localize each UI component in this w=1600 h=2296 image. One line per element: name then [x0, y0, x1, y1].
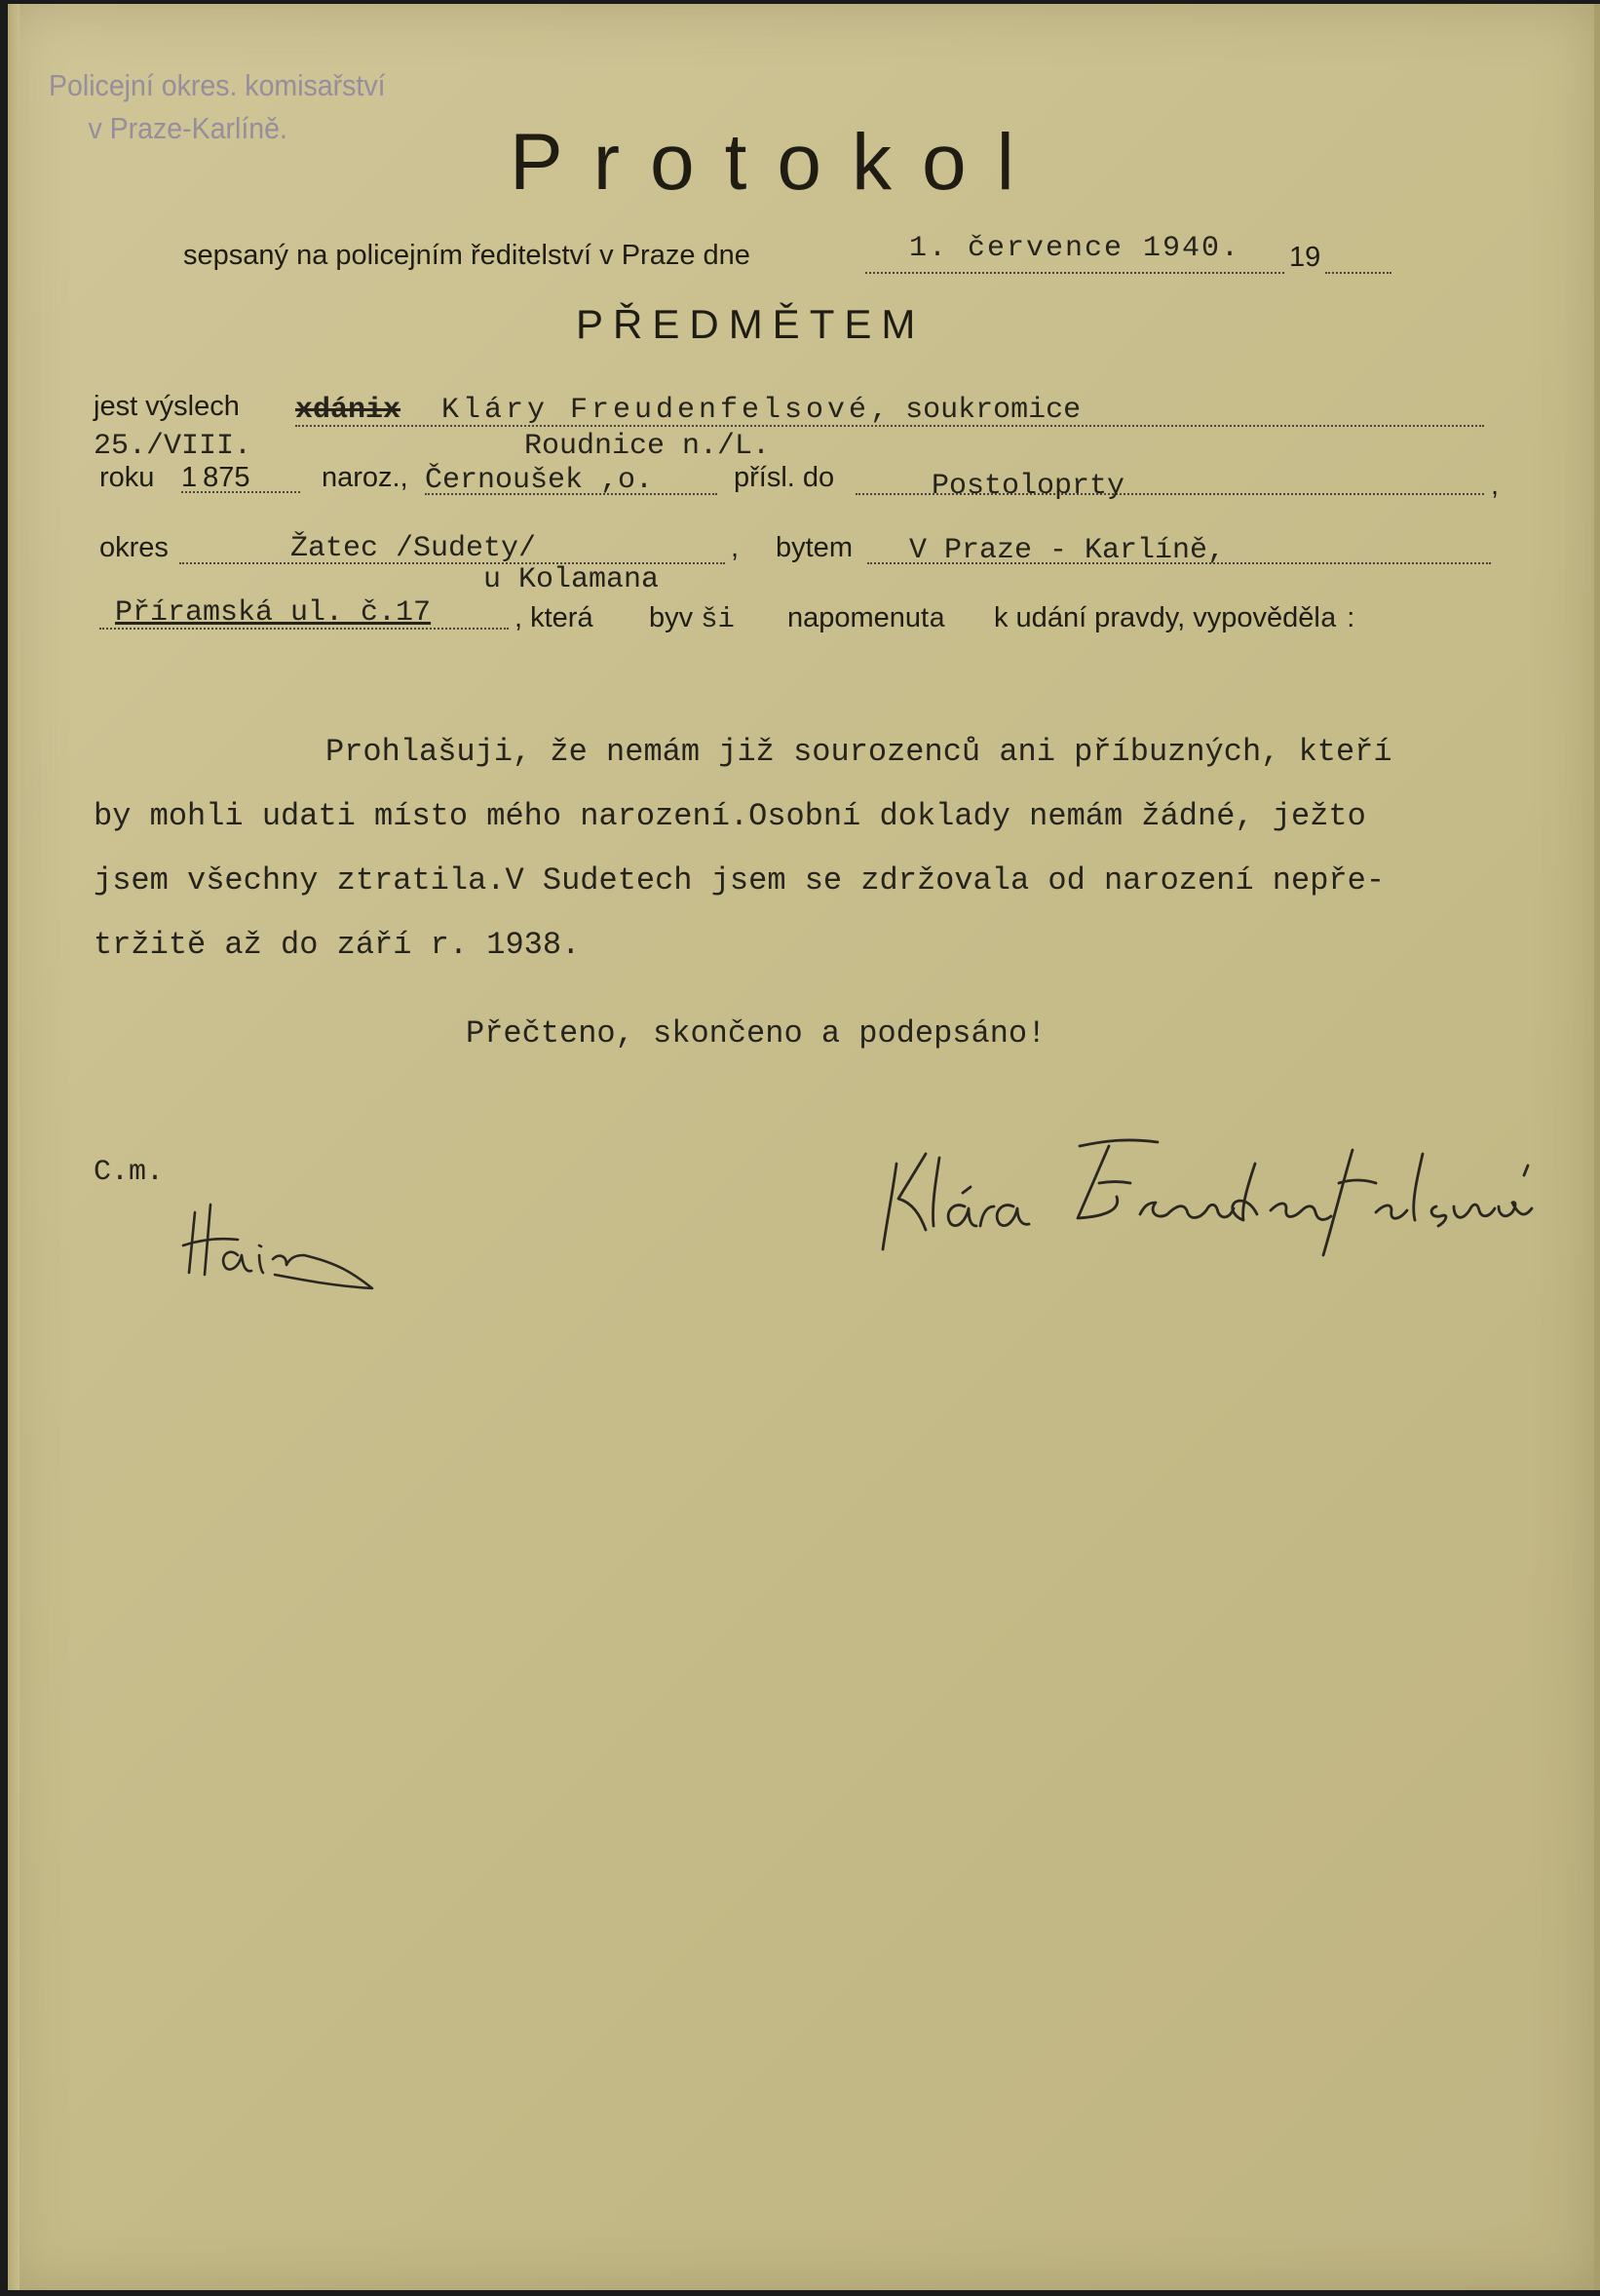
- residence-value: V Praze - Karlíně,: [909, 534, 1226, 567]
- statement-line-1: Prohlašuji, že nemám již sourozenců ani příbuzných, kteří: [325, 734, 1392, 770]
- statement-body: [94, 720, 1458, 977]
- born-label: naroz.,: [322, 462, 408, 493]
- truth-label: [994, 602, 1354, 635]
- year-value-digits: 875: [203, 462, 250, 493]
- which-label: , která: [514, 602, 593, 633]
- birth-place: Roudnice n./L.: [524, 430, 771, 463]
- date-value: 1. července 1940.: [909, 232, 1241, 265]
- being-suffix: ši: [701, 603, 735, 635]
- paper-edge: [8, 4, 19, 2290]
- truth-colon: :: [1347, 602, 1355, 633]
- being-text: byv: [649, 602, 694, 633]
- residence-label: bytem: [776, 532, 853, 563]
- year-value-prefix: 1: [181, 462, 198, 493]
- person-name: [441, 394, 1081, 427]
- year-prefix: 19: [1289, 242, 1321, 273]
- subject-heading: PŘEDMĚTEM: [576, 301, 926, 347]
- closing-statement: Přečteno, skončeno a podepsáno!: [466, 1015, 1047, 1052]
- police-stamp: [49, 64, 386, 150]
- struck-word: xdánix: [295, 394, 401, 427]
- street-dotted-line: [99, 628, 509, 630]
- stamp-line-1: Policejní okres. komisařství: [49, 68, 386, 102]
- date-dotted-line: [865, 272, 1284, 274]
- domicile-label: přísl. do: [734, 462, 835, 493]
- year-label: roku: [99, 462, 155, 493]
- written-at-label: sepsaný na policejním ředitelství v Praze dne: [183, 240, 750, 271]
- cm-label: C.m.: [94, 1156, 165, 1189]
- stamp-line-2: v Praze-Karlíně.: [88, 111, 287, 145]
- street-value: Příramská ul. č.17: [115, 596, 432, 630]
- year-dotted-line: [1325, 272, 1391, 274]
- document-title: Protokol: [510, 118, 1045, 207]
- being-label: [649, 602, 735, 635]
- official-initials-signature: [181, 1195, 396, 1312]
- admonished-suffix: a: [929, 603, 946, 635]
- hearing-label: jest výslech: [94, 391, 240, 422]
- admonished-label: [787, 602, 946, 635]
- domicile-comma: ,: [1491, 470, 1500, 501]
- year-value-dotted-line: [181, 491, 300, 493]
- care-of: u Kolamana: [483, 563, 660, 596]
- born-dotted-line: [425, 493, 717, 495]
- truth-text: k udání pravdy, vypověděl: [994, 602, 1320, 633]
- person-signature: [865, 1125, 1538, 1261]
- birth-day-month: 25./VIII.: [94, 430, 252, 463]
- district-value: Žatec /Sudety/: [290, 532, 537, 565]
- person-name-text: Kláry Freudenfelsové: [441, 394, 871, 427]
- statement-line-3: jsem všechny ztratila.V Sudetech jsem se zdržovala od narození nepře-: [94, 862, 1386, 899]
- admonished-text: napomenut: [787, 602, 930, 633]
- occupation-text: , soukromice: [870, 394, 1082, 427]
- district-comma: ,: [731, 532, 740, 563]
- district-label: okres: [99, 532, 169, 563]
- domicile-value: Postoloprty: [932, 470, 1125, 503]
- statement-line-4: tržitě až do září r. 1938.: [94, 927, 581, 963]
- document-sheet: [8, 4, 1600, 2290]
- year-value: [181, 462, 250, 494]
- born-value: Černoušek ,o.: [425, 464, 654, 497]
- statement-line-2: by mohli udati místo mého narození.Osobní doklady nemám žádné, ježto: [94, 798, 1366, 834]
- truth-suffix: a: [1319, 603, 1338, 635]
